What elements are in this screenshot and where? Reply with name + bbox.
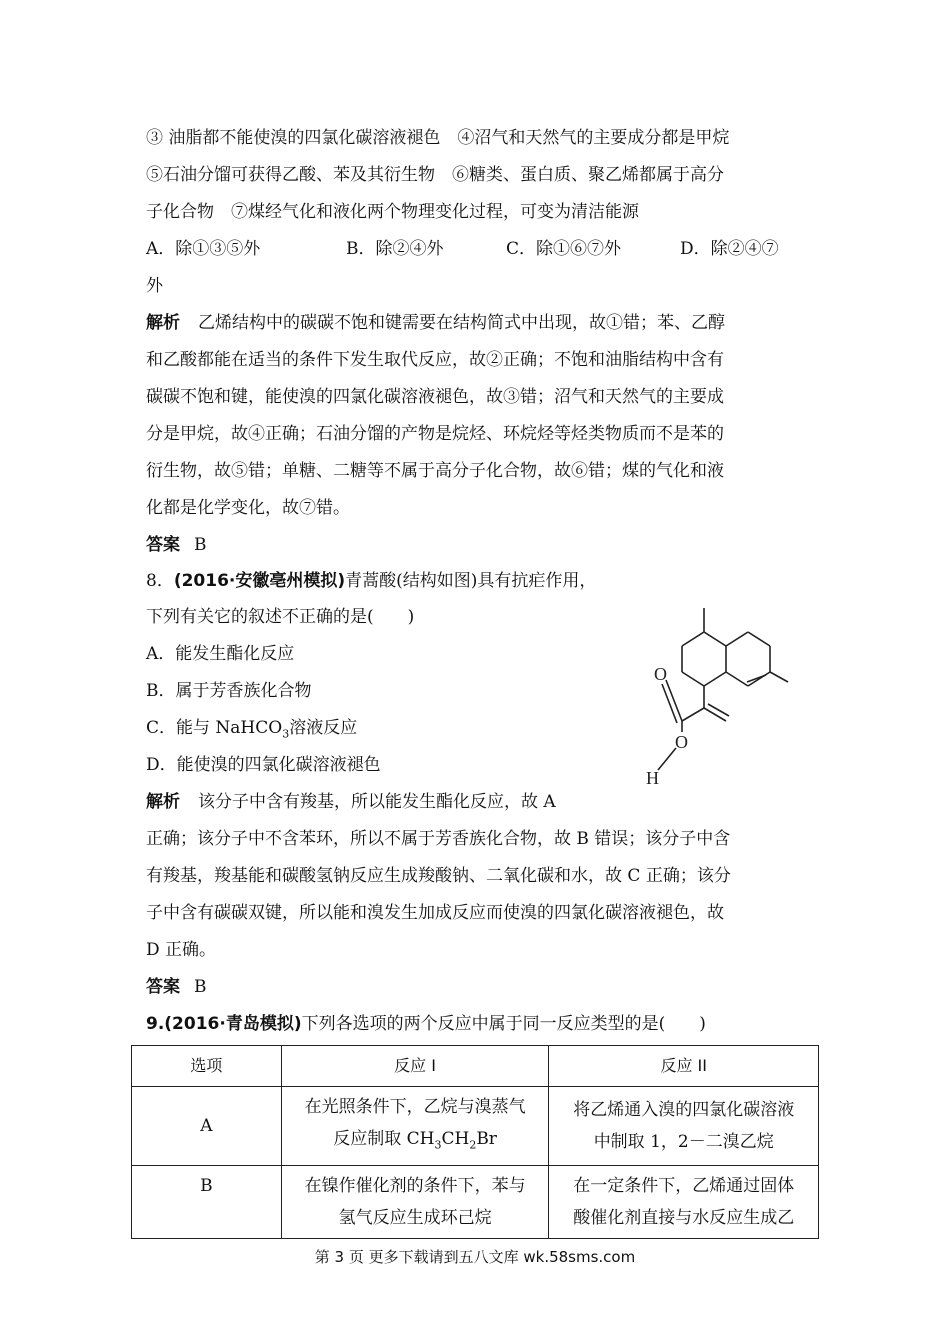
- q7-statement-line: ③ 油脂都不能使溴的四氯化碳溶液褪色 ④沼气和天然气的主要成分都是甲烷: [146, 128, 730, 148]
- table-cell-option: B: [132, 1166, 282, 1239]
- q8-answer: [146, 975, 207, 999]
- q7-analysis-line: [146, 311, 725, 335]
- q7-analysis-line: 和乙酸都能在适当的条件下发生取代反应，故②正确；不饱和油脂结构中含有: [146, 350, 724, 370]
- q8-analysis-line: 有羧基，羧基能和碳酸氢钠反应生成羧酸钠、二氧化碳和水，故 C 正确；该分: [146, 866, 731, 886]
- q7-option-d-continued: 外: [146, 276, 163, 296]
- q7-analysis-line: 碳碳不饱和键，能使溴的四氯化碳溶液褪色，故③错；沼气和天然气的主要成: [146, 387, 724, 407]
- q7-option-a: A．除①③⑤外: [146, 239, 261, 259]
- q8-analysis-line: [146, 790, 556, 814]
- q8-option-a: A．能发生酯化反应: [146, 644, 295, 664]
- table-cell-option: A: [132, 1087, 282, 1166]
- cell-line: 将乙烯通入溴的四氯化碳溶液: [573, 1100, 795, 1121]
- table-cell-reaction-2: [549, 1087, 819, 1166]
- q8-analysis-line: 子中含有碳碳双键，所以能和溴发生加成反应而使溴的四氯化碳溶液褪色，故: [146, 903, 724, 923]
- cell-line: 酸催化剂直接与水反应生成乙: [573, 1208, 795, 1229]
- q9-stem-line: [146, 1012, 706, 1036]
- table-cell-reaction-2: [549, 1166, 819, 1239]
- answer-label: 答案: [146, 977, 180, 997]
- q8-option-c: [146, 716, 357, 746]
- analysis-text: 乙烯结构中的碳碳不饱和键需要在结构简式中出现，故①错；苯、乙醇: [198, 313, 725, 333]
- table-header-reaction-1: 反应 I: [281, 1046, 549, 1087]
- q8-analysis-line: 正确；该分子中不含苯环，所以不属于芳香族化合物，故 B 错误；该分子中含: [146, 829, 731, 849]
- q7-option-b: B．除②④外: [346, 239, 444, 259]
- cell-line: 在镍作催化剂的条件下，苯与: [304, 1176, 526, 1197]
- table-cell-reaction-1: [281, 1166, 549, 1239]
- q7-answer: [146, 533, 207, 557]
- option-text: 溶液反应: [289, 718, 358, 738]
- analysis-label: 解析: [146, 792, 180, 812]
- page-footer: 第 3 页 更多下载请到五八文库 wk.58sms.com: [314, 1248, 636, 1266]
- answer-value: B: [194, 535, 207, 555]
- answer-value: B: [194, 977, 207, 997]
- table-header-option: 选项: [132, 1046, 282, 1087]
- option-text: C．能与 NaHCO: [146, 718, 283, 738]
- cell-line: 反应制取 $CH_3CH_2Br$: [333, 1129, 497, 1152]
- cell-line: 在光照条件下，乙烷与溴蒸气: [304, 1097, 526, 1117]
- table-header-reaction-2: 反应 II: [549, 1046, 819, 1087]
- cell-line: 中制取 1，2－二溴乙烷: [593, 1132, 774, 1153]
- q7-option-d: D．除②④⑦: [680, 239, 779, 259]
- question-source: (2016·安徽亳州模拟): [173, 571, 346, 591]
- cell-line: 氢气反应生成环己烷: [338, 1208, 492, 1229]
- hydrogen-atom-label: H: [646, 768, 659, 788]
- analysis-text: 该分子中含有羧基，所以能发生酯化反应，故 A: [198, 792, 556, 812]
- q7-analysis-line: 化都是化学变化，故⑦错。: [146, 498, 350, 518]
- oxygen-atom-label: O: [654, 664, 667, 684]
- artemisinic-acid-structure: [630, 598, 800, 788]
- table-row: [132, 1087, 819, 1166]
- cell-line: 在一定条件下，乙烯通过固体: [573, 1176, 795, 1197]
- answer-label: 答案: [146, 535, 180, 555]
- q8-option-d: D．能使溴的四氯化碳溶液褪色: [146, 755, 381, 775]
- question-source: 9.(2016·青岛模拟): [146, 1014, 302, 1034]
- table-row: [132, 1166, 819, 1239]
- analysis-label: 解析: [146, 313, 180, 333]
- question-number: 8．: [146, 571, 174, 591]
- q7-analysis-line: 衍生物，故⑤错；单糖、二糖等不属于高分子化合物，故⑥错；煤的气化和液: [146, 461, 724, 481]
- q7-statement-line: ⑤石油分馏可获得乙酸、苯及其衍生物 ⑥糖类、蛋白质、聚乙烯都属于高分: [146, 165, 724, 185]
- subscript: 3: [282, 727, 290, 741]
- q8-analysis-line: D 正确。: [146, 940, 217, 960]
- q8-stem-line: [146, 569, 596, 593]
- q7-analysis-line: 分是甲烷，故④正确；石油分馏的产物是烷烃、环烷烃等烃类物质而不是苯的: [146, 424, 724, 444]
- table-header-row: [132, 1046, 819, 1087]
- q8-option-b: B．属于芳香族化合物: [146, 681, 312, 701]
- question-stem: 青蒿酸(结构如图)具有抗疟作用，: [345, 571, 597, 591]
- table-cell-reaction-1: [281, 1087, 549, 1166]
- oxygen-atom-label: O: [675, 732, 688, 752]
- q7-statement-line: 子化合物 ⑦煤经气化和液化两个物理变化过程，可变为清洁能源: [146, 202, 639, 222]
- q7-option-c: C．除①⑥⑦外: [506, 239, 622, 259]
- question-stem: 下列各选项的两个反应中属于同一反应类型的是( ): [301, 1014, 706, 1034]
- q8-stem-line: 下列有关它的叙述不正确的是( ): [146, 607, 415, 627]
- q9-reaction-table: [131, 1045, 819, 1239]
